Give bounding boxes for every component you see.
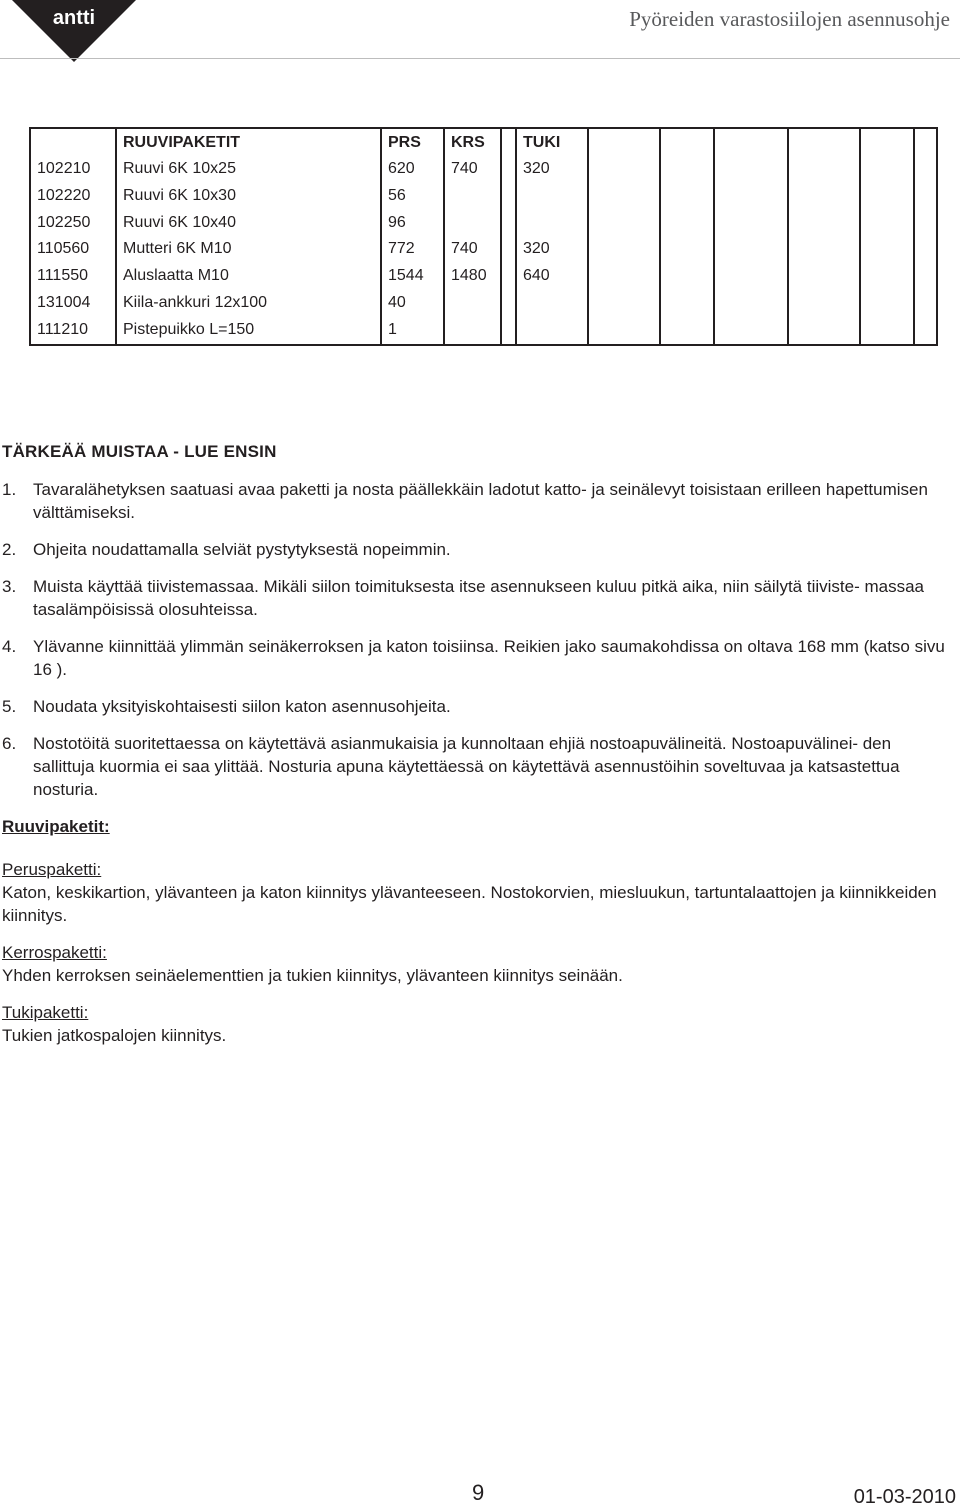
table-cell: 1480: [444, 263, 501, 290]
instruction-item: [2, 478, 954, 524]
table-cell: [588, 156, 660, 183]
table-cell: [444, 316, 501, 345]
table-cell: [444, 183, 501, 210]
item-number: 4.: [2, 637, 17, 656]
table-cell: 111210: [30, 316, 116, 345]
table-cell: [860, 156, 914, 183]
table-cell: 102250: [30, 209, 116, 236]
logo-text: antti: [52, 7, 96, 29]
table-cell: [788, 236, 860, 263]
header-rule: [0, 58, 960, 59]
table-cell: [914, 263, 937, 290]
tukipaketti-label: Tukipaketti:: [2, 1003, 89, 1022]
table-cell: [660, 263, 714, 290]
item-text: Ylävanne kiinnittää ylimmän seinäkerroksen ja katon toisiinsa. Reikien jako saumakohdissa on oltava 168 mm (katso sivu 16 ).: [33, 637, 945, 679]
table-cell: Ruuvi 6K 10x25: [116, 156, 381, 183]
kerrospaketti-label: Kerrospaketti:: [2, 943, 107, 962]
table-cell: [860, 289, 914, 316]
table-cell: 772: [381, 236, 444, 263]
item-text: Tavaralähetyksen saatuasi avaa paketti ja nosta päällekkäin ladotut katto- ja seinälevyt toisistaan erilleen hapettumisen välttämiseksi.: [33, 480, 928, 522]
column-header: [914, 128, 937, 156]
table-cell: [860, 183, 914, 210]
table-cell: 110560: [30, 236, 116, 263]
column-header: [788, 128, 860, 156]
table-row: [30, 263, 937, 290]
column-header: KRS: [444, 128, 501, 156]
table-cell: Ruuvi 6K 10x40: [116, 209, 381, 236]
column-header: [588, 128, 660, 156]
table-cell: [860, 316, 914, 345]
table-cell: [516, 209, 588, 236]
table-cell: [660, 236, 714, 263]
table-cell: 1544: [381, 263, 444, 290]
instruction-item: [2, 538, 954, 561]
table-cell: [588, 209, 660, 236]
table-cell: [914, 236, 937, 263]
table-cell: [660, 209, 714, 236]
column-header: TUKI: [516, 128, 588, 156]
table-cell: 1: [381, 316, 444, 345]
table-row: [30, 209, 937, 236]
table-row: [30, 156, 937, 183]
column-header: RUUVIPAKETIT: [116, 128, 381, 156]
table-cell: 102220: [30, 183, 116, 210]
item-text: Nostotöitä suoritettaessa on käytettävä asianmukaisia ja kunnoltaan ehjiä nostoapuvälineitä. Nostoapuvälinei- den sallittuja kuormia ei saa ylittää. Nosturia apuna käytettäessä on käytettävä asennustöihin soveltuvaa ja katsastettua nosturia.: [33, 734, 900, 799]
table-cell: Kiila-ankkuri 12x100: [116, 289, 381, 316]
table-cell: [714, 183, 788, 210]
table-cell: [788, 316, 860, 345]
table-cell: [501, 236, 516, 263]
table-cell: [444, 209, 501, 236]
column-header: [714, 128, 788, 156]
table-cell: [714, 289, 788, 316]
table-cell: [501, 263, 516, 290]
table-row: [30, 236, 937, 263]
item-text: Noudata yksityiskohtaisesti siilon katon asennusohjeita.: [33, 697, 451, 716]
table-cell: [914, 209, 937, 236]
table-cell: [914, 289, 937, 316]
table-cell: [714, 209, 788, 236]
table-cell: [788, 156, 860, 183]
table-cell: [714, 156, 788, 183]
table-cell: [788, 263, 860, 290]
column-header: PRS: [381, 128, 444, 156]
instruction-item: [2, 732, 954, 801]
table-cell: [860, 263, 914, 290]
table-cell: [588, 289, 660, 316]
table-cell: [660, 183, 714, 210]
item-text: Ohjeita noudattamalla selviät pystytyksestä nopeimmin.: [33, 540, 451, 559]
table-cell: 102210: [30, 156, 116, 183]
table-cell: [914, 156, 937, 183]
screw-package-table: [29, 127, 938, 346]
table-cell: [501, 316, 516, 345]
table-cell: [860, 209, 914, 236]
table-cell: 320: [516, 156, 588, 183]
column-header: [860, 128, 914, 156]
table-cell: [501, 209, 516, 236]
table-cell: [588, 236, 660, 263]
table-cell: Aluslaatta M10: [116, 263, 381, 290]
instructions-section: [2, 440, 954, 1061]
table-header-row: [30, 128, 937, 156]
table-cell: [660, 316, 714, 345]
table-cell: [788, 289, 860, 316]
tukipaketti-text: Tukien jatkospalojen kiinnitys.: [2, 1026, 227, 1045]
table-cell: [501, 289, 516, 316]
instruction-item: [2, 695, 954, 718]
kerrospaketti-text: Yhden kerroksen seinäelementtien ja tukien kiinnitys, ylävanteen kiinnitys seinään.: [2, 966, 623, 985]
table-cell: Ruuvi 6K 10x30: [116, 183, 381, 210]
column-header: [660, 128, 714, 156]
table-cell: [788, 183, 860, 210]
table-cell: 56: [381, 183, 444, 210]
table-cell: 320: [516, 236, 588, 263]
table-cell: [444, 289, 501, 316]
table-cell: 40: [381, 289, 444, 316]
table-cell: 131004: [30, 289, 116, 316]
table-cell: Pistepuikko L=150: [116, 316, 381, 345]
instruction-item: [2, 575, 954, 621]
table-cell: [501, 156, 516, 183]
table-cell: 740: [444, 156, 501, 183]
table-cell: [860, 236, 914, 263]
table-cell: [501, 183, 516, 210]
peruspaketti-text: Katon, keskikartion, ylävanteen ja katon kiinnitys ylävanteeseen. Nostokorvien, miesluukun, tartuntalaattojen ja kiinnikkeiden kiinnitys.: [2, 883, 937, 925]
item-text: Muista käyttää tiivistemassaa. Mikäli siilon toimituksesta itse asennukseen kuluu pitkä aika, niin säilytä tiiviste- massaa tasalämpöisissä olosuhteissa.: [33, 577, 924, 619]
table-cell: 640: [516, 263, 588, 290]
table-cell: [914, 183, 937, 210]
table-cell: 96: [381, 209, 444, 236]
table-cell: [714, 316, 788, 345]
table-cell: [714, 263, 788, 290]
table-cell: [660, 156, 714, 183]
table-row: [30, 183, 937, 210]
table-cell: [660, 289, 714, 316]
table-cell: [516, 289, 588, 316]
table-cell: [588, 316, 660, 345]
peruspaketti-label: Peruspaketti:: [2, 860, 102, 879]
column-header: [501, 128, 516, 156]
table-cell: [516, 316, 588, 345]
instruction-item: [2, 635, 954, 681]
table-cell: [588, 183, 660, 210]
item-number: 1.: [2, 480, 17, 499]
column-header: [30, 128, 116, 156]
table-cell: 740: [444, 236, 501, 263]
item-number: 5.: [2, 697, 17, 716]
document-title: Pyöreiden varastosiilojen asennusohje: [629, 7, 950, 31]
page-number: 9: [472, 1480, 485, 1505]
table-cell: 620: [381, 156, 444, 183]
item-number: 2.: [2, 540, 17, 559]
table-cell: [914, 316, 937, 345]
table-cell: [516, 183, 588, 210]
antti-logo: [12, 0, 136, 62]
item-number: 3.: [2, 577, 17, 596]
packages-heading: Ruuvipaketit:: [2, 817, 110, 836]
item-number: 6.: [2, 734, 17, 753]
table-cell: [788, 209, 860, 236]
table-row: [30, 289, 937, 316]
document-date: 01-03-2010: [853, 1486, 956, 1508]
table-cell: 111550: [30, 263, 116, 290]
table-row: [30, 316, 937, 345]
important-heading: TÄRKEÄÄ MUISTAA - LUE ENSIN: [2, 442, 277, 461]
table-cell: [588, 263, 660, 290]
table-cell: Mutteri 6K M10: [116, 236, 381, 263]
table-cell: [714, 236, 788, 263]
